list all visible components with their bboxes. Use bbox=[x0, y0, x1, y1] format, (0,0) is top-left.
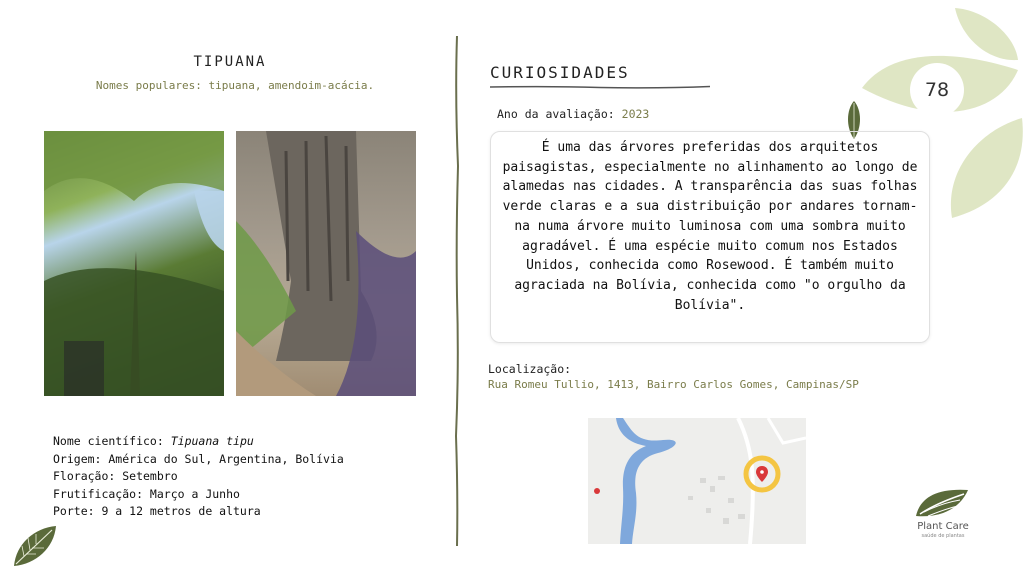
fruiting: Frutificação: Março a Junho bbox=[53, 486, 240, 501]
curiosities-text: É uma das árvores preferidas dos arquitetos paisagistas, especialmente no alinhamento ao longo de alamedas nas cidades. A transparência das suas folhas verde claras e a sua distribuição por andares tornam-na numa árvore muito luminosa com uma sombra muito agradável. É uma espécie muito comum nos Estados Unidos, conhecida como Rosewood. É também muito agraciada na Bolívia, conhecida como "o orgulho da Bolívia". bbox=[502, 140, 918, 313]
leaf-shape bbox=[951, 118, 1023, 218]
year-value: 2023 bbox=[621, 107, 650, 121]
scientific-name-label: Nome científico: bbox=[53, 434, 164, 448]
leaf-icon bbox=[12, 524, 58, 568]
tree-canopy-photo bbox=[44, 131, 224, 396]
logo-tagline: saúde de plantas bbox=[921, 533, 965, 539]
tree-trunk-photo bbox=[236, 131, 416, 396]
curiosities-title: CURIOSIDADES bbox=[490, 63, 630, 82]
column-divider bbox=[452, 36, 462, 546]
plant-care-logo-icon bbox=[914, 486, 970, 520]
origin: Origem: América do Sul, Argentina, Bolívia bbox=[53, 451, 344, 466]
title-underline bbox=[490, 85, 710, 89]
logo-name: Plant Care bbox=[917, 521, 969, 532]
popular-names: Nomes populares: tipuana, amendoim-acácia. bbox=[95, 79, 375, 92]
scientific-name-row bbox=[53, 433, 344, 451]
size: Porte: 9 a 12 metros de altura bbox=[53, 504, 261, 518]
leaf-shape bbox=[955, 8, 1018, 60]
location-address: Rua Romeu Tullio, 1413, Bairro Carlos Gomes, Campinas/SP bbox=[488, 378, 859, 391]
page-number: 78 bbox=[924, 79, 950, 101]
flowering: Floração: Setembro bbox=[53, 469, 178, 483]
year-label: Ano da avaliação: bbox=[497, 107, 615, 121]
location-map[interactable] bbox=[588, 418, 806, 544]
tree-title: TIPUANA bbox=[193, 54, 267, 70]
scientific-name-value: Tipuana tipu bbox=[170, 434, 254, 448]
location-label: Localização: bbox=[488, 362, 572, 376]
evaluation-year bbox=[497, 107, 649, 121]
tree-info bbox=[53, 433, 344, 521]
